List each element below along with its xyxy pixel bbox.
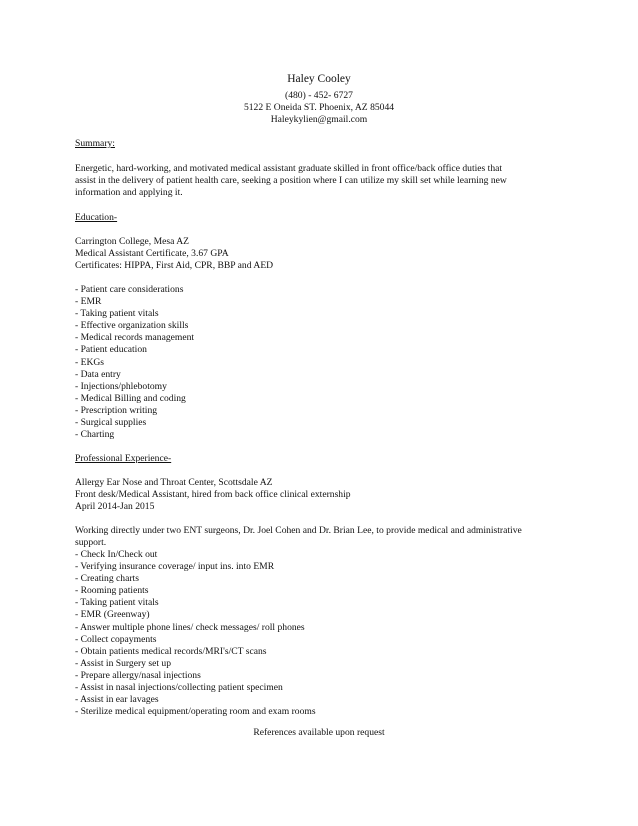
skill-item: - Taking patient vitals — [75, 308, 159, 320]
skills-list — [75, 284, 555, 441]
skill-item: - Surgical supplies — [75, 417, 147, 429]
skill-item: - Charting — [75, 429, 115, 441]
phone-number: (480) - 452- 6727 — [285, 90, 353, 101]
experience-heading: Professional Experience- — [75, 453, 172, 464]
education-heading: Education- — [75, 212, 118, 223]
description-line: support. — [75, 537, 107, 549]
skill-item: - EKGs — [75, 356, 105, 368]
description-line: Working directly under two ENT surgeons, Dr. Joel Cohen and Dr. Brian Lee, to provide medical and administrative — [75, 525, 522, 536]
duty-item: - Assist in nasal injections/collecting patient specimen — [75, 682, 283, 694]
employer-name: Allergy Ear Nose and Throat Center, Scottsdale AZ — [75, 477, 273, 488]
certificate-line: Medical Assistant Certificate, 3.67 GPA — [75, 248, 229, 260]
summary-section — [75, 138, 555, 150]
street-address: 5122 E Oneida ST. Phoenix, AZ 85044 — [243, 102, 395, 113]
skill-item: - Data entry — [75, 368, 121, 380]
summary-line: information and applying it. — [75, 187, 183, 199]
duties-list — [75, 549, 555, 718]
summary-text — [75, 163, 555, 199]
duty-item: - Check In/Check out — [75, 549, 158, 560]
school-name: Carrington College, Mesa AZ — [75, 236, 190, 247]
skill-item: - Injections/phlebotomy — [75, 380, 167, 392]
duty-item: - Verifying insurance coverage/ input ins. into EMR — [75, 561, 275, 573]
duty-item: - Taking patient vitals — [75, 597, 159, 609]
duty-item: - Assist in ear lavages — [75, 694, 159, 706]
experience-section — [75, 453, 555, 465]
skill-item: - Patient education — [75, 344, 147, 356]
email-address: Haleykylien@gmail.com — [270, 114, 368, 125]
job-header — [75, 477, 555, 513]
skill-item: - Effective organization skills — [75, 320, 189, 332]
duty-item: - Assist in Surgery set up — [75, 657, 172, 669]
summary-line: Energetic, hard-working, and motivated medical assistant graduate skilled in front office/back office duties that — [75, 163, 503, 174]
duty-item: - Collect copayments — [75, 633, 157, 645]
education-details — [75, 236, 555, 272]
education-section — [75, 212, 555, 224]
certifications-line: Certificates: HIPPA, First Aid, CPR, BBP and AED — [75, 260, 274, 272]
skill-item: - Medical records management — [75, 332, 195, 344]
duty-item: - Rooming patients — [75, 585, 149, 597]
duty-item: - Prepare allergy/nasal injections — [75, 669, 201, 681]
job-dates: April 2014-Jan 2015 — [75, 501, 155, 513]
summary-heading: Summary: — [75, 138, 115, 149]
skill-item: - Prescription writing — [75, 404, 158, 416]
skill-item: - Patient care considerations — [75, 284, 184, 295]
duty-item: - EMR (Greenway) — [75, 609, 150, 621]
job-description — [75, 525, 555, 549]
duty-item: - Creating charts — [75, 573, 139, 585]
duty-item: - Obtain patients medical records/MRI's/CT scans — [75, 645, 267, 657]
summary-line: assist in the delivery of patient health care, seeking a position where I can utilize my skill set while learning new — [75, 175, 507, 187]
references-note: References available upon request — [253, 727, 385, 738]
skill-item: - Medical Billing and coding — [75, 392, 186, 404]
skill-item: - EMR — [75, 296, 102, 308]
duty-item: - Answer multiple phone lines/ check messages/ roll phones — [75, 621, 305, 633]
applicant-name: Haley Cooley — [287, 73, 351, 85]
duty-item: - Sterilize medical equipment/operating room and exam rooms — [75, 706, 316, 718]
job-role: Front desk/Medical Assistant, hired from back office clinical externship — [75, 489, 351, 501]
